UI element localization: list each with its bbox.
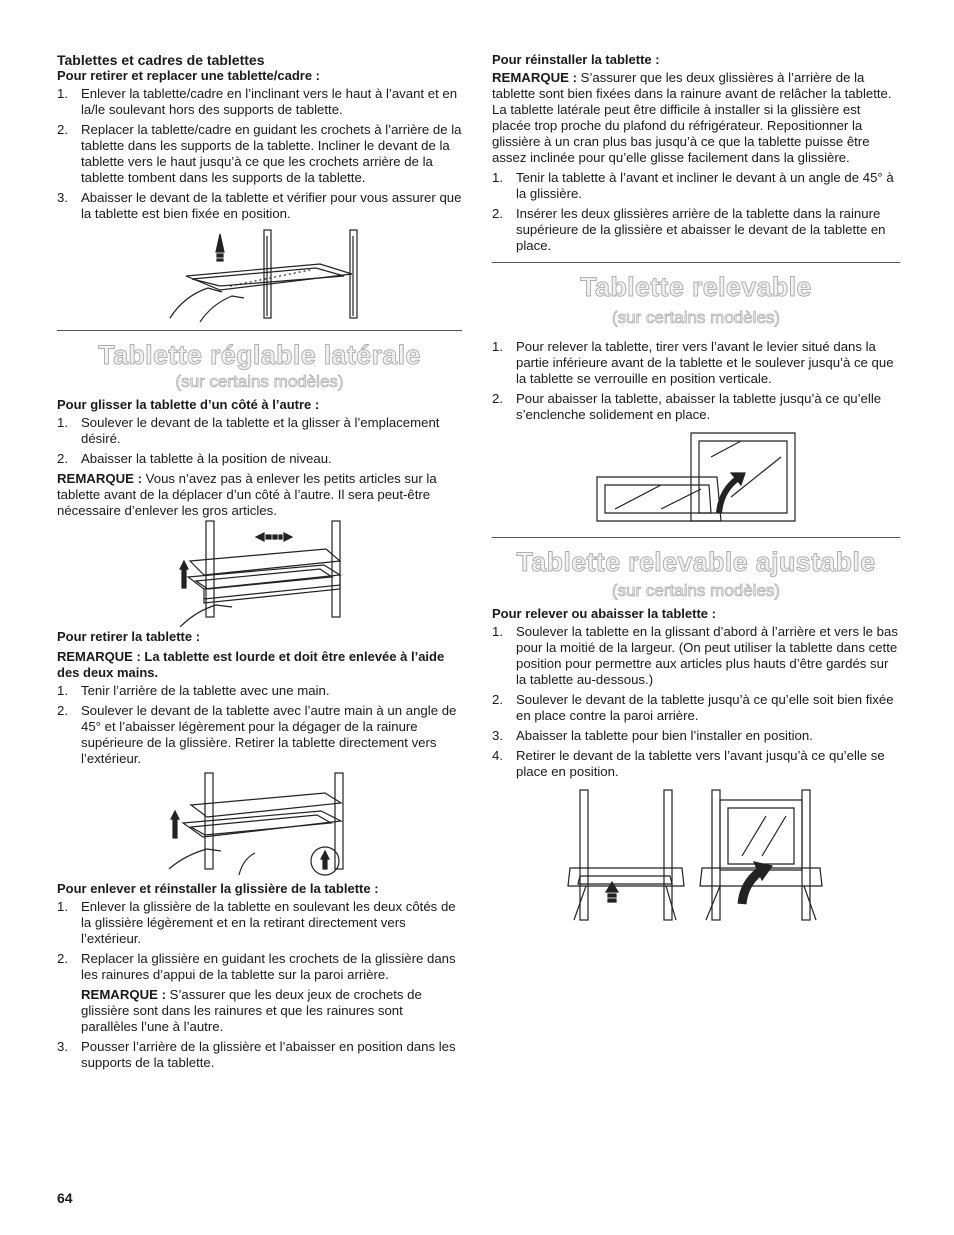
steps-flip-up bbox=[492, 339, 900, 423]
note-heavy-shelf: REMARQUE : La tablette est lourde et doit être enlevée à l’aide des deux mains. bbox=[57, 649, 445, 680]
steps-remove-shelf bbox=[57, 683, 462, 767]
list-item: 2. Soulever le devant de la tablette jusqu’à ce qu’elle soit bien fixée en place contre la paroi arrière. bbox=[492, 692, 894, 723]
list-item: 3. Abaisser le devant de la tablette et vérifier pour vous assurer que la tablette est bien fixée en position. bbox=[57, 190, 462, 221]
section-heading-shelves: Tablettes et cadres de tablettes bbox=[57, 52, 265, 68]
steps-reinstall bbox=[492, 170, 900, 254]
list-item: 2. Abaisser la tablette à la position de niveau. bbox=[57, 451, 332, 466]
divider bbox=[492, 262, 900, 263]
divider bbox=[57, 330, 462, 331]
list-item: 2. Pour abaisser la tablette, abaisser la tablette jusqu’à ce qu’elle s’enclenche solidement en place. bbox=[492, 391, 882, 422]
page-number: 64 bbox=[57, 1190, 73, 1206]
section-title-adjustable-flip-up: Tablette relevable ajustable bbox=[516, 547, 876, 577]
list-item: 3. Pousser l’arrière de la glissière et l’abaisser en position dans les supports de la tablette. bbox=[57, 1039, 456, 1070]
shelf-tilt-illustration bbox=[160, 226, 360, 326]
section-subtitle: (sur certains modèles) bbox=[611, 581, 781, 600]
note-slide: REMARQUE : Vous n’avez pas à enlever les petits articles sur la tablette avant de la déplacer d’un côté à l’autre. Il sera peut-être nécessaire d’enlever les gros articles. bbox=[57, 471, 437, 518]
list-item: 3. Abaisser la tablette pour bien l’installer en position. bbox=[492, 728, 813, 743]
list-item: 1. Pour relever la tablette, tirer vers l’avant le levier situé dans la partie inférieure avant de la tablette et le soulever jusqu’à ce que la tablette se verrouille en position verticale. bbox=[492, 339, 894, 386]
right-column bbox=[492, 52, 900, 926]
list-item: 2. Soulever le devant de la tablette avec l’autre main à un angle de 45° et l’abaisser légèrement pour la dégager de la rainure supérieure de la glissière. Retirer la tablette directement vers l’extérieur. bbox=[57, 703, 457, 766]
list-item: 1. Tenir la tablette à l’avant et incliner le devant à un angle de 45° à la glissière. bbox=[492, 170, 894, 201]
subhead-reinstall: Pour réinstaller la tablette : bbox=[492, 52, 660, 67]
list-item: 1. Enlever la glissière de la tablette en soulevant les deux côtés de la glissière légèrement et en la retirant directement vers l’extérieur. bbox=[57, 899, 456, 946]
note-reinstall: REMARQUE : S’assurer que les deux glissières à l’arrière de la tablette sont bien fixées dans la rainure avant de relâcher la tablette. La tablette latérale peut être difficile à installer si la glissière est placée trop proche du plafond du réfrigérateur. Repositionner la glissière à un cran plus bas jusqu’à ce que la tablette puisse être assez inclinée pour qu’elle glisse facilement dans la glissière. bbox=[492, 70, 892, 165]
list-item: 2. Replacer la glissière en guidant les crochets de la glissière dans les rainures d’appui de la tablette sur la paroi arrière. bbox=[57, 951, 456, 982]
steps-slide-shelf bbox=[57, 415, 462, 467]
subhead-glide: Pour enlever et réinstaller la glissière de la tablette : bbox=[57, 881, 379, 896]
section-subtitle: (sur certains modèles) bbox=[175, 372, 344, 391]
adjustable-flip-up-illustration bbox=[566, 786, 826, 926]
subhead-slide-shelf: Pour glisser la tablette d’un côté à l’autre : bbox=[57, 397, 320, 412]
section-title-flip-up: Tablette relevable bbox=[580, 272, 812, 302]
note-glide: REMARQUE : S’assurer que les deux jeux de crochets de glissière sont dans les rainures et que les rainures sont parallèles l’une à l’autre. bbox=[81, 987, 422, 1034]
list-item: 2. Insérer les deux glissières arrière de la tablette dans la rainure supérieure de la glissière et abaisser le devant de la tablette en place. bbox=[492, 206, 886, 253]
steps-glide bbox=[57, 899, 462, 983]
divider bbox=[492, 537, 900, 538]
steps-remove-replace bbox=[57, 86, 462, 222]
left-column bbox=[57, 52, 462, 1075]
section-title-adjustable-side: Tablette réglable latérale bbox=[98, 340, 421, 370]
steps-glide-final bbox=[57, 1039, 462, 1071]
subhead-remove-replace: Pour retirer et replacer une tablette/cadre : bbox=[57, 68, 320, 83]
subhead-remove-shelf: Pour retirer la tablette : bbox=[57, 629, 201, 644]
side-shelf-illustration bbox=[160, 519, 360, 627]
list-item: 4. Retirer le devant de la tablette vers l’avant jusqu’à ce qu’elle se place en position. bbox=[492, 748, 885, 779]
list-item: 1. Tenir l’arrière de la tablette avec une main. bbox=[57, 683, 330, 698]
steps-raise-lower bbox=[492, 624, 900, 780]
section-subtitle: (sur certains modèles) bbox=[611, 308, 781, 327]
shelf-removal-illustration bbox=[155, 771, 365, 879]
subhead-raise-lower: Pour relever ou abaisser la tablette : bbox=[492, 606, 716, 621]
list-item: 1. Enlever la tablette/cadre en l’inclinant vers le haut à l’avant et en la/le soulevant hors des supports de tablette. bbox=[57, 86, 458, 117]
flip-up-shelf-illustration bbox=[591, 427, 801, 531]
list-item: 1. Soulever la tablette en la glissant d’abord à l’arrière et vers le bas pour la moitié de la largeur. (On peut utiliser la tablette dans cette position pour permettre aux articles plus hauts d’être gardés sur la tablette au-dessous.) bbox=[492, 624, 898, 687]
list-item: 1. Soulever le devant de la tablette et la glisser à l’emplacement désiré. bbox=[57, 415, 440, 446]
list-item: 2. Replacer la tablette/cadre en guidant les crochets à l’arrière de la tablette dans les supports de la tablette. Incliner le devant de la tablette vers le haut jusqu’à ce que les crochets arrière de la tablette tombent dans les supports de la tablette. bbox=[57, 122, 462, 185]
